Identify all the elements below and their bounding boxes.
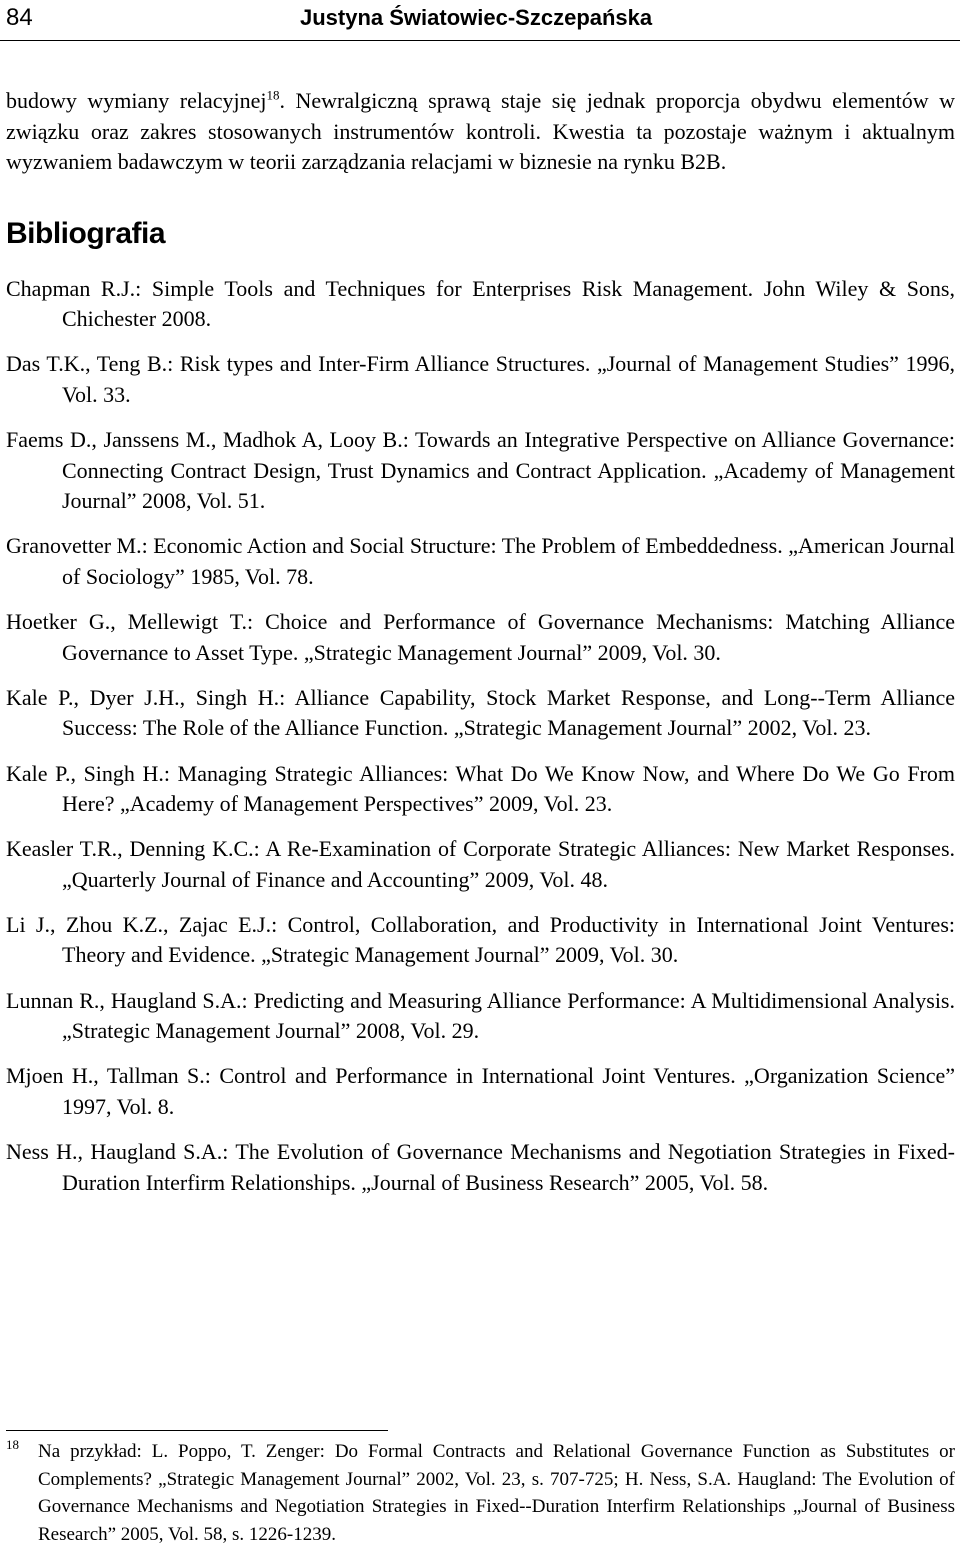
bibliography-entry: Ness H., Haugland S.A.: The Evolution of Governance Mechanisms and Negotiation Strategies in Fixed-Duration Interfirm Relationships. „Journal of Business Research” 2005, Vol. 58. [6,1138,955,1195]
bibliography-heading: Bibliografia [6,216,166,250]
bibliography-entry: Chapman R.J.: Simple Tools and Techniques for Enterprises Risk Management. John Wiley & Sons, Chichester 2008. [6,275,955,332]
footnote-text: Na przykład: L. Poppo, T. Zenger: Do Formal Contracts and Relational Governance Function as Substitutes or Complements? „Strategic Management Journal” 2002, Vol. 23, s. 707-725; H. Ness, S.A. Haugland: The Evolution of Governance Mechanisms and Negotiation Strategies in Fixed--Duration Interfirm Relationships „Journal of Business Research” 2005, Vol. 58, s. 1226-1239. [38,1441,955,1545]
bibliography-entry: Kale P., Singh H.: Managing Strategic Alliances: What Do We Know Now, and Where Do We Go From Here? „Academy of Management Perspectives” 2009, Vol. 23. [6,760,955,817]
footnote-reference[interactable]: 18 [266,87,280,103]
footnote-separator [6,1430,388,1431]
page-header [0,0,960,41]
bibliography-entry: Mjoen H., Tallman S.: Control and Performance in International Joint Ventures. „Organization Science” 1997, Vol. 8. [6,1063,955,1119]
footnote-number: 18 [6,1437,19,1452]
bibliography-entry: Granovetter M.: Economic Action and Social Structure: The Problem of Embeddedness. „American Journal of Sociology” 1985, Vol. 78. [6,533,956,590]
bibliography-list [6,274,955,1198]
bibliography-entry: Das T.K., Teng B.: Risk types and Inter-Firm Alliance Structures. „Journal of Management Studies” 1996, Vol. 33. [6,351,955,408]
footnote [6,1438,955,1548]
bibliography-entry: Kale P., Dyer J.H., Singh H.: Alliance Capability, Stock Market Response, and Long--Term Alliance Success: The Role of the Alliance Function. „Strategic Management Journal” 2002, Vol. 23. [6,684,955,741]
bibliography-entry: Hoetker G., Mellewigt T.: Choice and Performance of Governance Mechanisms: Matching Alliance Governance to Asset Type. „Strategic Management Journal” 2009, Vol. 30. [6,609,955,665]
intro-text-before-note: budowy wymiany relacyjnej [6,88,267,113]
page-content [6,86,955,1213]
bibliography-entry: Keasler T.R., Denning K.C.: A Re-Examination of Corporate Strategic Alliances: New Market Responses. „Quarterly Journal of Finance and Accounting” 2009, Vol. 48. [6,836,955,892]
bibliography-entry: Lunnan R., Haugland S.A.: Predicting and Measuring Alliance Performance: A Multidimensional Analysis. „Strategic Management Journal” 2008, Vol. 29. [6,987,955,1044]
running-head-author: Justyna Światowiec-Szczepańska [300,5,653,30]
page-number: 84 [6,4,33,31]
bibliography-entry: Faems D., Janssens M., Madhok A, Looy B.: Towards an Integrative Perspective on Alliance Governance: Connecting Contract Design, Trust Dynamics and Contract Application. „Academy of Management Journal” 2008, Vol. 51. [6,427,955,514]
bibliography-entry: Li J., Zhou K.Z., Zajac E.J.: Control, Collaboration, and Productivity in International Joint Ventures: Theory and Evidence. „Strategic Management Journal” 2009, Vol. 30. [6,911,955,968]
intro-paragraph [6,86,955,178]
intro-text-after-note: . Newralgiczną sprawą staje się jednak proporcja obydwu elementów w związku oraz zakres stosowanych instrumentów kontroli. Kwestia ta pozostaje ważnym i aktualnym wyzwaniem badawczym w teorii zarządzania relacjami w biznesie na rynku B2B. [6,88,955,175]
